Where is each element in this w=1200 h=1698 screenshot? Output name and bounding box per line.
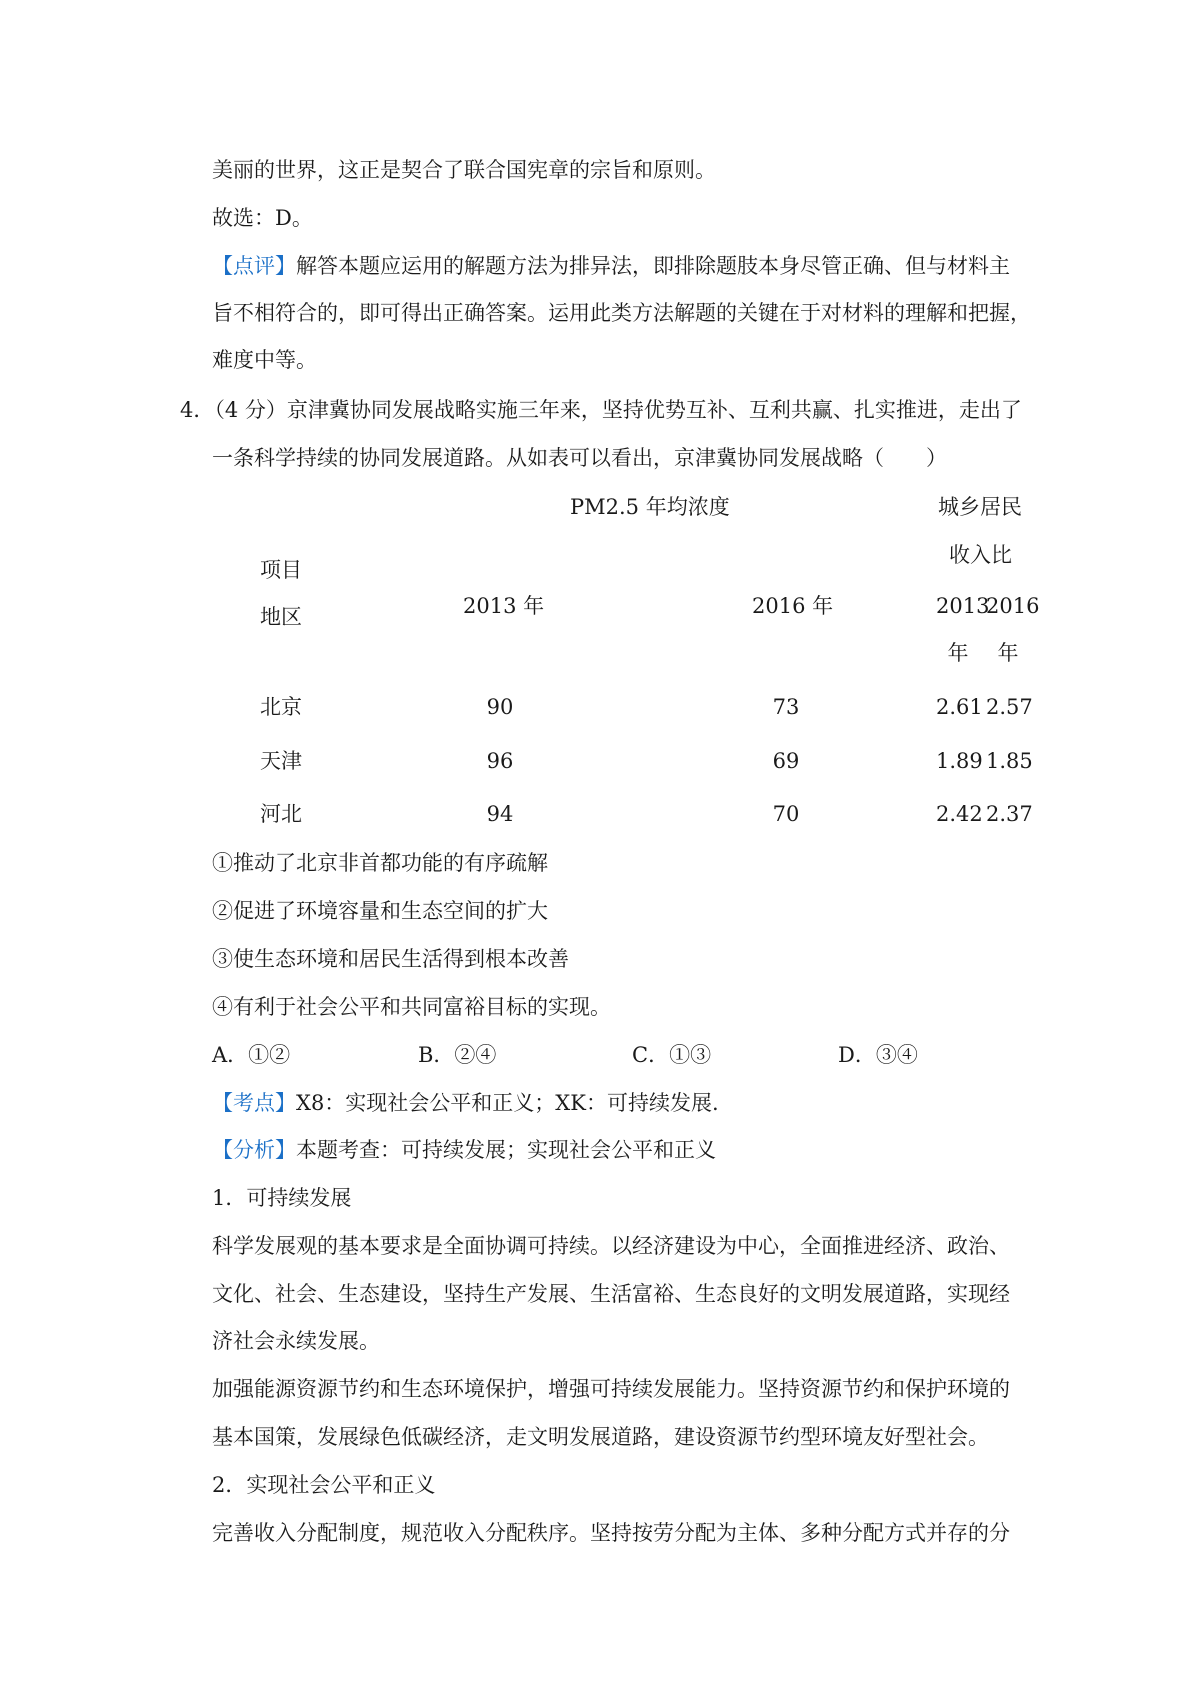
section-1-p2-l1: 加强能源资源节约和生态环境保护，增强可持续发展能力。坚持资源节约和保护环境的 (212, 1377, 1010, 1401)
table-row-pm2016: 70 (772, 802, 800, 826)
prev-answer: 故选：D。 (212, 206, 313, 230)
year-2016-header: 2016 年 (752, 594, 834, 618)
question-number: 4． (180, 398, 215, 422)
comment-tag: 【点评】 (212, 254, 296, 278)
section-1-title: 1．可持续发展 (212, 1186, 352, 1210)
pm-header: PM2.5 年均浓度 (570, 495, 730, 519)
question-line-1 (180, 400, 1022, 421)
corner-item: 项目 (260, 558, 302, 582)
question-line-2: 一条科学持续的协同发展道路。从如表可以看出，京津冀协同发展战略（ ） (212, 446, 947, 470)
section-1-p1-l2: 文化、社会、生态建设，坚持生产发展、生活富裕、生态良好的文明发展道路，实现经 (212, 1282, 1010, 1306)
fenxi-text: 本题考查：可持续发展；实现社会公平和正义 (296, 1138, 716, 1162)
section-2-p1-l1: 完善收入分配制度，规范收入分配秩序。坚持按劳分配为主体、多种分配方式并存的分 (212, 1521, 1010, 1545)
section-2-title: 2．实现社会公平和正义 (212, 1473, 436, 1497)
comment-text-1: 解答本题应运用的解题方法为排异法，即排除题肢本身尽管正确、但与材料主 (296, 254, 1010, 278)
table-row-r2013: 2.61 (936, 695, 983, 719)
section-1-p1-l1: 科学发展观的基本要求是全面协调可持续。以经济建设为中心，全面推进经济、政治、 (212, 1234, 1010, 1258)
option-b: B．②④ (418, 1043, 497, 1067)
comment-line-2: 旨不相符合的，即可得出正确答案。运用此类方法解题的关键在于对材料的理解和把握， (212, 301, 1031, 325)
table-row-r2016: 2.37 (986, 802, 1033, 826)
corner-region: 地区 (260, 605, 302, 629)
comment-line-1 (212, 256, 1010, 277)
table-row-r2013: 1.89 (936, 749, 983, 773)
section-1-p1-l3: 济社会永续发展。 (212, 1329, 380, 1353)
table-row-pm2016: 73 (772, 695, 800, 719)
table-row-r2016: 2.57 (986, 695, 1033, 719)
statement-1: ①推动了北京非首都功能的有序疏解 (212, 851, 548, 875)
prev-line-1: 美丽的世界，这正是契合了联合国宪章的宗旨和原则。 (212, 158, 716, 182)
fenxi-tag: 【分析】 (212, 1138, 296, 1162)
kaodian-line (212, 1093, 719, 1114)
year-2013-header: 2013 年 (463, 594, 545, 618)
statement-3: ③使生态环境和居民生活得到根本改善 (212, 947, 569, 971)
statement-4: ④有利于社会公平和共同富裕目标的实现。 (212, 995, 611, 1019)
statement-2: ②促进了环境容量和生态空间的扩大 (212, 899, 548, 923)
ratio-year-2016: 2016 (986, 594, 1040, 618)
comment-line-3: 难度中等。 (212, 348, 317, 372)
table-row-r2013: 2.42 (936, 802, 983, 826)
section-1-p2-l2: 基本国策，发展绿色低碳经济，走文明发展道路，建设资源节约型环境友好型社会。 (212, 1425, 989, 1449)
fenxi-line (212, 1140, 716, 1161)
kaodian-text: X8：实现社会公平和正义；XK：可持续发展. (296, 1091, 719, 1115)
ratio-year-unit-a: 年 (947, 641, 969, 665)
option-a: A．①② (212, 1043, 291, 1067)
table-row-pm2016: 69 (772, 749, 800, 773)
table-row-pm2013: 90 (486, 695, 514, 719)
ratio-header-1: 城乡居民 (938, 495, 1022, 519)
option-d: D．③④ (838, 1043, 918, 1067)
table-row-region: 河北 (260, 802, 302, 826)
kaodian-tag: 【考点】 (212, 1091, 296, 1115)
table-row-pm2013: 94 (486, 802, 514, 826)
ratio-header-2: 收入比 (949, 543, 1012, 567)
ratio-year-2013: 2013 (936, 594, 990, 618)
table-row-pm2013: 96 (486, 749, 514, 773)
option-c: C．①③ (632, 1043, 712, 1067)
ratio-year-unit-b: 年 (997, 641, 1019, 665)
table-row-region: 天津 (260, 749, 302, 773)
question-text-1: （4 分）京津冀协同发展战略实施三年来，坚持优势互补、互利共赢、扎实推进，走出了 (214, 398, 1022, 422)
table-row-r2016: 1.85 (986, 749, 1033, 773)
table-row-region: 北京 (260, 695, 302, 719)
